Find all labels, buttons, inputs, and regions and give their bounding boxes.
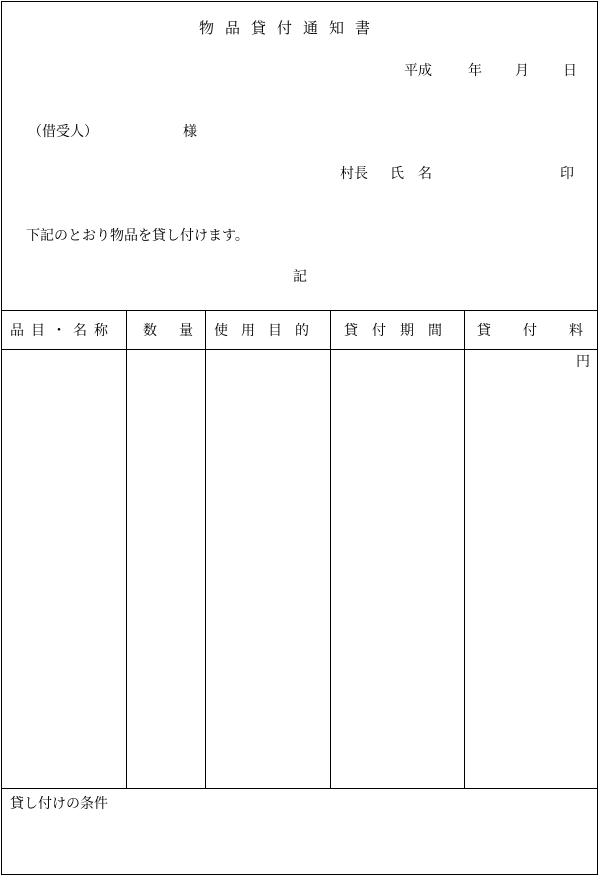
table-bottom-border <box>2 788 597 789</box>
header-loan-period: 貸付期間 <box>344 323 456 339</box>
table-header-divider <box>2 349 597 350</box>
header-loan-fee: 貸付料 <box>477 323 615 339</box>
body-text: 下記のとおり物品を貸し付けます。 <box>26 228 249 244</box>
date-month-unit: 月 <box>515 63 529 79</box>
issuer-name-label: 氏 名 <box>390 166 432 182</box>
table-col-divider <box>464 310 465 788</box>
table-col-divider <box>126 310 127 788</box>
borrower-label: （借受人） <box>28 124 98 140</box>
conditions-label: 貸し付けの条件 <box>10 796 108 812</box>
header-purpose: 使用目的 <box>214 323 322 339</box>
document-title: 物品貸付通知書 <box>199 19 382 37</box>
date-day-unit: 日 <box>563 63 577 79</box>
date-era: 平成 <box>404 63 432 79</box>
ki-mark: 記 <box>293 269 307 285</box>
fee-unit: 円 <box>576 354 590 370</box>
borrower-honorific: 様 <box>183 124 197 140</box>
header-quantity: 数 量 <box>143 323 197 339</box>
table-top-border <box>2 310 597 311</box>
table-col-divider <box>205 310 206 788</box>
issuer-title: 村長 <box>340 166 368 182</box>
header-item-name: 品目・名称 <box>10 323 115 339</box>
table-col-divider <box>330 310 331 788</box>
date-year-unit: 年 <box>468 63 482 79</box>
seal-mark: 印 <box>560 166 574 182</box>
loan-notice-form <box>1 1 615 875</box>
